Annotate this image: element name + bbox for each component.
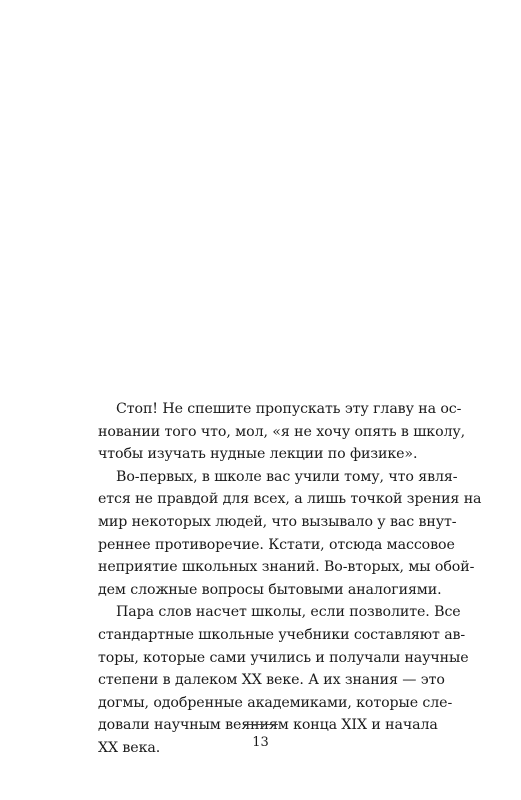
text-line: дем сложные вопросы бытовыми аналогиями.: [98, 581, 442, 598]
text-line: неприятие школьных знаний. Во-вторых, мы обой-: [98, 559, 475, 576]
text-line: новании того что, мол, «я не хочу опять в школу,: [98, 423, 466, 440]
footer-rule: [244, 724, 278, 725]
text-line: Во-первых, в школе вас учили тому, что явля-: [116, 468, 458, 485]
text-line: реннее противоречие. Кстати, отсюда массовое: [98, 536, 455, 553]
text-line: мир некоторых людей, что вызывало у вас внут-: [98, 513, 457, 530]
text-line: XX века.: [98, 739, 161, 756]
body-text: [98, 398, 482, 760]
text-line: степени в далеком XX веке. А их знания — это: [98, 672, 445, 689]
text-line: торы, которые сами учились и получали научные: [98, 649, 469, 666]
text-line: Пара слов насчет школы, если позволите. Все: [116, 604, 461, 621]
text-line: догмы, одобренные академиками, которые сле-: [98, 694, 453, 711]
text-line: Стоп! Не спешите пропускать эту главу на ос-: [116, 401, 462, 417]
text-line: чтобы изучать нудные лекции по физике».: [98, 446, 418, 463]
paragraph-2: [98, 466, 482, 602]
text-line: ется не правдой для всех, а лишь точкой зрения на: [98, 491, 482, 508]
text-line: стандартные школьные учебники составляют ав-: [98, 626, 466, 643]
text-line: довали научным веяниям конца XIX и начала: [98, 717, 438, 734]
paragraph-1: [98, 398, 466, 466]
page-number: 13: [252, 735, 269, 750]
